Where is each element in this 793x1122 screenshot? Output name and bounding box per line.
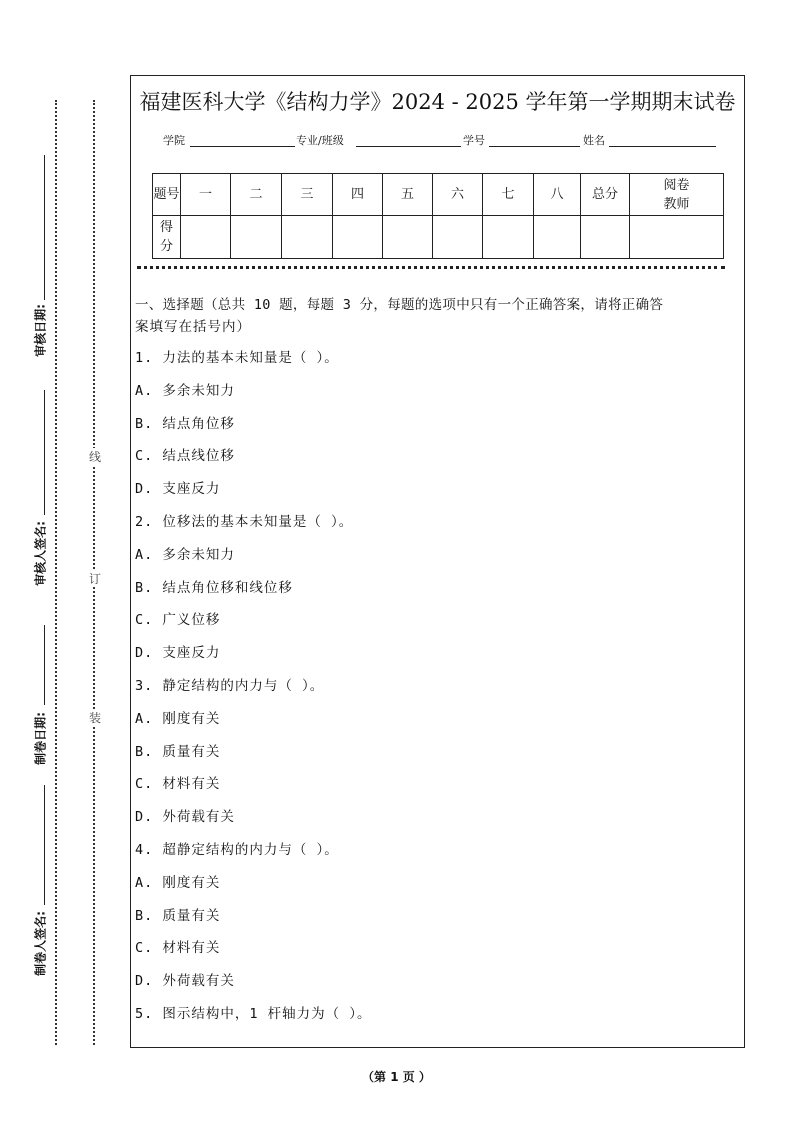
answer-option: C. 结点线位移 <box>135 448 235 465</box>
score-cell[interactable] <box>534 216 581 259</box>
signature-line <box>44 155 45 300</box>
table-header-cell: 一 <box>181 174 231 216</box>
signature-line <box>44 390 45 515</box>
dotted-margin-line <box>55 100 57 1045</box>
major-field[interactable] <box>356 146 461 147</box>
answer-option: A. 多余未知力 <box>135 546 235 563</box>
answer-option: B. 质量有关 <box>135 907 221 924</box>
question-stem: 1. 力法的基本未知量是（ ）。 <box>135 350 339 366</box>
table-header-cell: 题号 <box>153 174 181 216</box>
college-field[interactable] <box>190 146 295 147</box>
score-cell[interactable] <box>181 216 231 259</box>
score-row <box>153 216 724 259</box>
score-cell[interactable] <box>483 216 534 259</box>
answer-option: D. 外荷载有关 <box>135 973 235 990</box>
answer-option: B. 结点角位移 <box>135 415 235 432</box>
answer-option: A. 刚度有关 <box>135 710 221 727</box>
table-header-cell: 阅卷教师 <box>630 174 724 216</box>
score-cell[interactable] <box>231 216 282 259</box>
question-stem: 3. 静定结构的内力与（ ）。 <box>135 678 325 694</box>
question-stem: 4. 超静定结构的内力与（ ）。 <box>135 842 339 858</box>
answer-option: A. 刚度有关 <box>135 874 221 891</box>
answer-option: D. 外荷载有关 <box>135 809 235 826</box>
score-table <box>152 173 724 259</box>
score-cell[interactable] <box>282 216 333 259</box>
score-cell[interactable] <box>433 216 483 259</box>
table-header-cell: 五 <box>383 174 433 216</box>
table-header-cell: 七 <box>483 174 534 216</box>
table-header-cell: 三 <box>282 174 333 216</box>
answer-option: A. 多余未知力 <box>135 382 235 399</box>
answer-option: C. 材料有关 <box>135 940 221 957</box>
name-field[interactable] <box>609 146 716 147</box>
student-id-label: 学号 <box>463 134 485 147</box>
signature-line <box>44 785 45 905</box>
table-header-cell: 总分 <box>581 174 630 216</box>
table-header-cell: 四 <box>333 174 383 216</box>
score-cell[interactable] <box>383 216 433 259</box>
table-header-cell: 二 <box>231 174 282 216</box>
question-stem: 5. 图示结构中，1 杆轴力为（ ）。 <box>135 1006 372 1022</box>
table-header-cell: 八 <box>534 174 581 216</box>
college-label: 学院 <box>163 134 185 147</box>
answer-option: B. 结点角位移和线位移 <box>135 579 293 596</box>
binding-char: 线 <box>88 450 101 464</box>
dotted-separator <box>137 266 725 269</box>
score-cell[interactable] <box>630 216 724 259</box>
table-header-row <box>153 174 724 216</box>
name-label: 姓名 <box>583 134 605 147</box>
score-cell[interactable] <box>581 216 630 259</box>
maker-sign-label: 制卷人签名: <box>33 911 48 976</box>
exam-title: 福建医科大学《结构力学》2024 - 2025 学年第一学期期末试卷 <box>139 90 736 114</box>
answer-option: D. 支座反力 <box>135 645 221 662</box>
student-id-field[interactable] <box>489 146 580 147</box>
reviewer-sign-label: 审核人签名: <box>33 521 48 586</box>
question-stem: 2. 位移法的基本未知量是（ ）。 <box>135 514 354 530</box>
answer-option: D. 支座反力 <box>135 481 221 498</box>
table-header-cell: 六 <box>433 174 483 216</box>
answer-option: C. 广义位移 <box>135 612 221 629</box>
binding-char: 装 <box>88 711 101 725</box>
review-date-label: 审核日期: <box>33 304 48 357</box>
make-date-label: 制卷日期: <box>33 712 48 765</box>
answer-option: C. 材料有关 <box>135 776 221 793</box>
binding-char: 订 <box>88 572 101 586</box>
page-number: （第 1 页 ） <box>362 1070 431 1084</box>
answer-option: B. 质量有关 <box>135 743 221 760</box>
major-label: 专业/班级 <box>296 134 344 147</box>
section-heading: 一、选择题（总共 10 题，每题 3 分，每题的选项中只有一个正确答案，请将正确答 <box>135 297 664 313</box>
score-cell[interactable] <box>333 216 383 259</box>
score-row-label: 得分 <box>153 216 181 259</box>
section-heading-cont: 案填写在括号内） <box>135 319 251 335</box>
